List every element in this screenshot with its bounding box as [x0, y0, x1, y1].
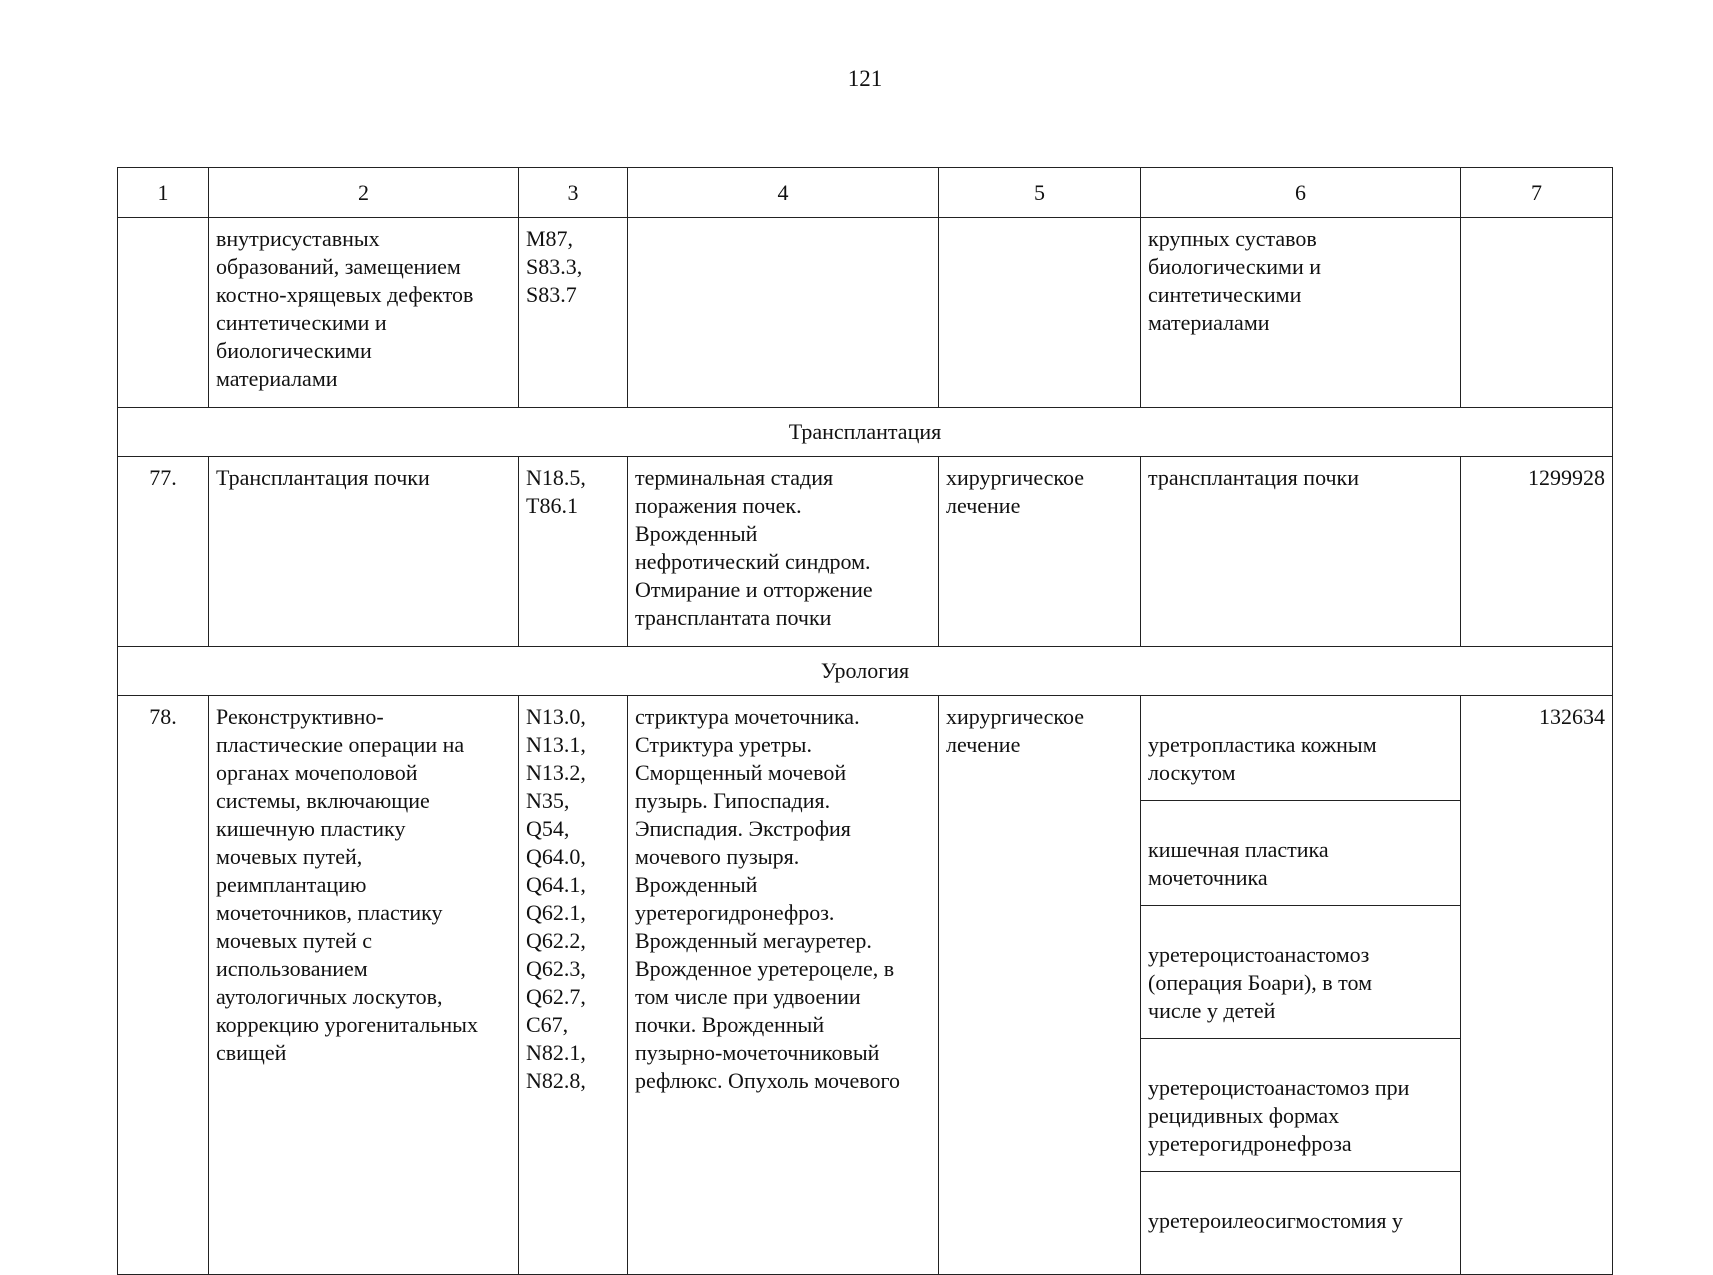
section-title: Урология [118, 647, 1613, 696]
column-header-7: 7 [1461, 168, 1613, 218]
patient-condition: стриктура мочеточника. Стриктура уретры. Сморщенный мочевой пузырь. Гипоспадия. Эписпадия. Экстрофия мочевого пузыря. Врожденный уретерогидронефроз. Врожденный мегауретер. Врожденное уретероцеле, в том числе при удвоении почки. Врожденный пузырно-мочеточниковый рефлюкс. Опухоль мочевого [628, 696, 939, 1275]
row-number [118, 218, 209, 408]
treatment-method-list [1141, 696, 1461, 1275]
treatment-method: уретропластика кожным лоскутом [1141, 724, 1460, 801]
page-number: 121 [847, 66, 883, 91]
care-type-name: внутрисуставных образований, замещением костно-хрящевых дефектов синтетическими и биологическими материалами [209, 218, 519, 408]
section-row-transplant [118, 408, 1613, 457]
section-row-urology [118, 647, 1613, 696]
row-number: 78. [118, 696, 209, 1275]
cost-value [1461, 218, 1613, 408]
cost-value: 132634 [1461, 696, 1613, 1275]
cost-value: 1299928 [1461, 457, 1613, 647]
treatment-method: уретероцистоанастомоз при рецидивных формах уретерогидронефроза [1141, 1067, 1460, 1172]
table-row-continuation [118, 218, 1613, 408]
column-header-6: 6 [1141, 168, 1461, 218]
care-type-name: Трансплантация почки [209, 457, 519, 647]
treatment-method: кишечная пластика мочеточника [1141, 829, 1460, 906]
treatment-method: крупных суставов биологическими и синтетическими материалами [1141, 218, 1461, 408]
treatment-method: уретероцистоанастомоз (операция Боари), в том числе у детей [1141, 934, 1460, 1039]
treatment-method: трансплантация почки [1141, 457, 1461, 647]
icd-codes: N18.5, T86.1 [519, 457, 628, 647]
treatment-type [939, 218, 1141, 408]
icd-codes: M87, S83.3, S83.7 [519, 218, 628, 408]
column-header-2: 2 [209, 168, 519, 218]
treatment-method: уретероилеосигмостомия у [1148, 1208, 1403, 1233]
column-header-1: 1 [118, 168, 209, 218]
table-row-77 [118, 457, 1613, 647]
column-header-4: 4 [628, 168, 939, 218]
table-row-78 [118, 696, 1613, 1275]
icd-codes: N13.0, N13.1, N13.2, N35, Q54, Q64.0, Q64.1, Q62.1, Q62.2, Q62.3, Q62.7, C67, N82.1, N82.8, [519, 696, 628, 1275]
column-header-3: 3 [519, 168, 628, 218]
column-number-header-row [118, 168, 1613, 218]
patient-condition: терминальная стадия поражения почек. Врожденный нефротический синдром. Отмирание и отторжение трансплантата почки [628, 457, 939, 647]
medical-care-table [117, 167, 1613, 1275]
section-title: Трансплантация [118, 408, 1613, 457]
column-header-5: 5 [939, 168, 1141, 218]
row-number: 77. [118, 457, 209, 647]
treatment-type: хирургическое лечение [939, 696, 1141, 1275]
patient-condition [628, 218, 939, 408]
treatment-type: хирургическое лечение [939, 457, 1141, 647]
care-type-name: Реконструктивно- пластические операции на органах мочеполовой системы, включающие кишечную пластику мочевых путей, реимплантацию мочеточников, пластику мочевых путей с использованием аутологичных лоскутов, коррекцию урогенитальных свищей [209, 696, 519, 1275]
